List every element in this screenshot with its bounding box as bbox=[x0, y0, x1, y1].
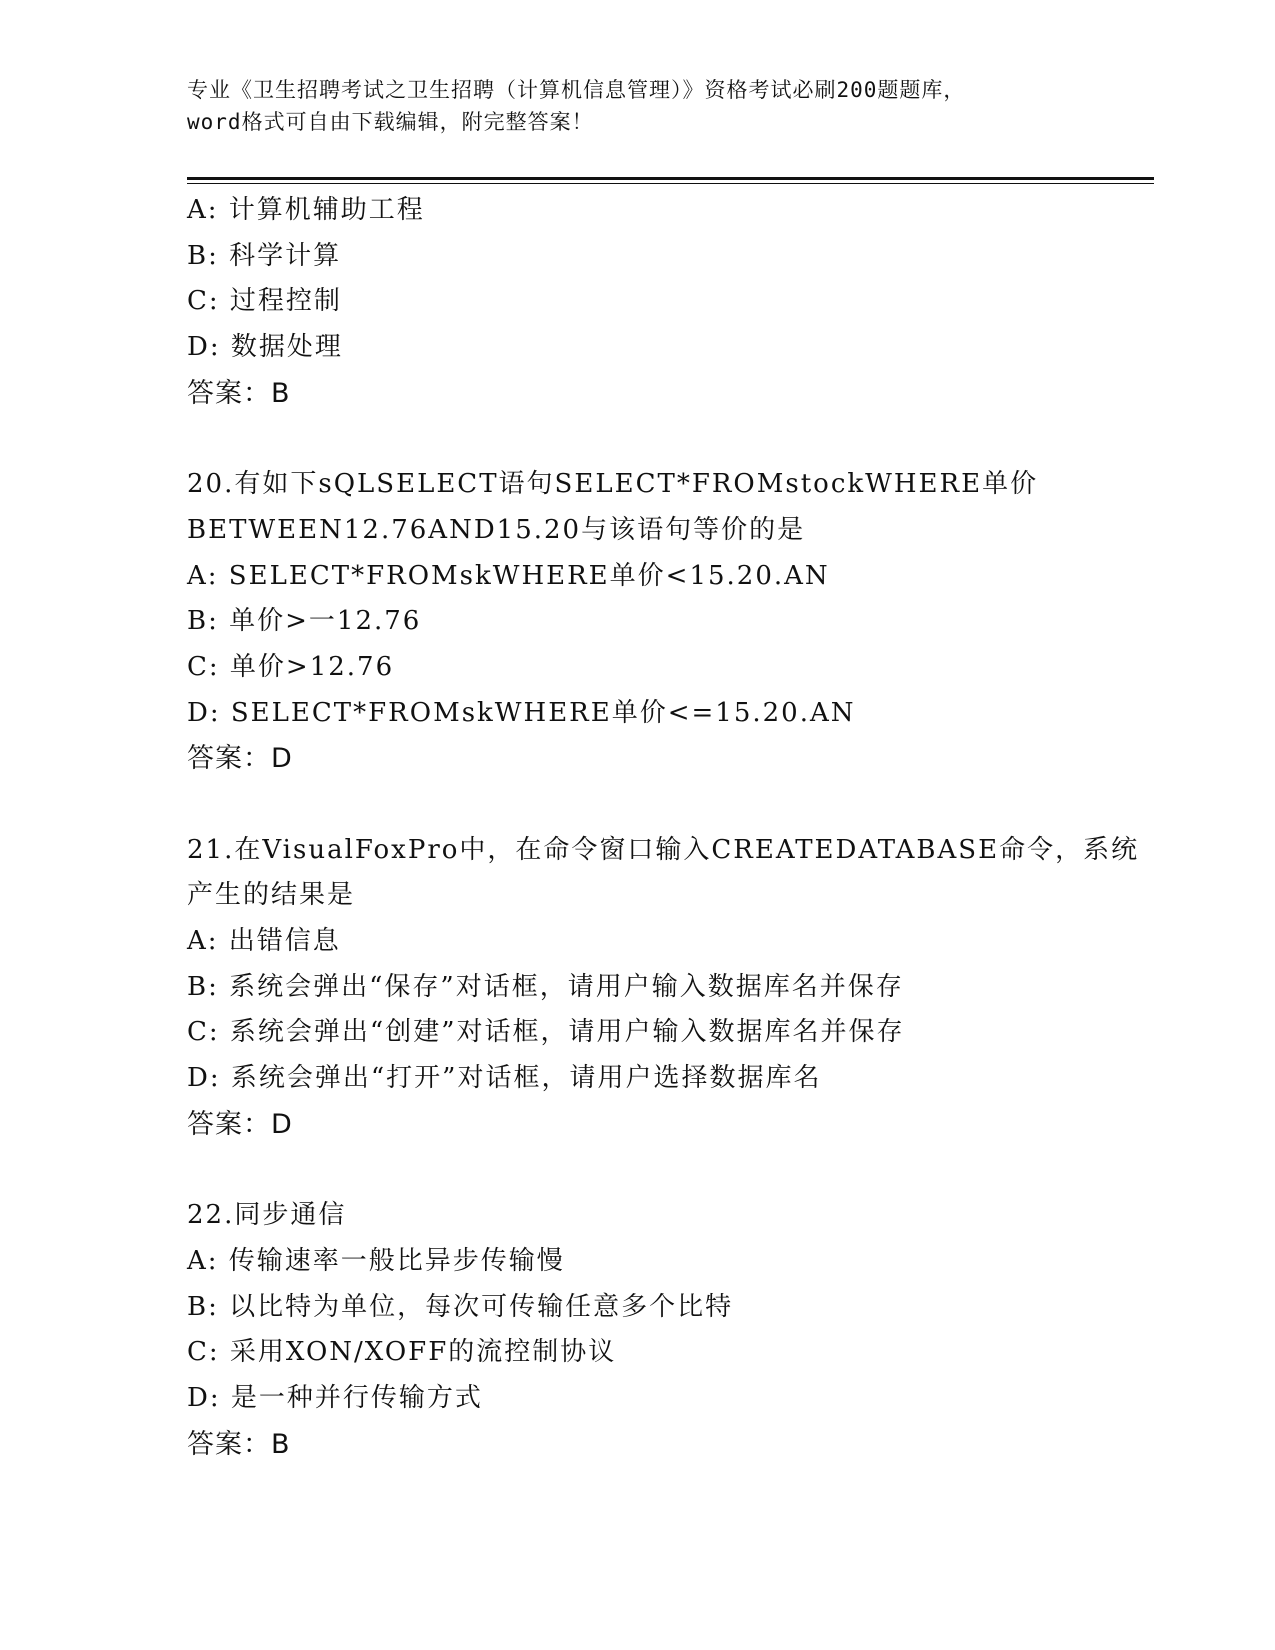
option-a: A: 传输速率一般比异步传输慢 bbox=[187, 1245, 565, 1276]
question-list bbox=[187, 188, 1147, 1467]
answer-line: 答案：B bbox=[187, 377, 291, 409]
option-b: B: 单价>一12.76 bbox=[187, 606, 422, 637]
question-fragment bbox=[187, 188, 1147, 416]
spacer bbox=[187, 1147, 1147, 1193]
question-stem-line: BETWEEN12.76AND15.20与该语句等价的是 bbox=[187, 514, 806, 545]
header-divider-thick bbox=[187, 177, 1154, 180]
option-a: A: SELECT*FROMskWHERE单价<15.20.AN bbox=[187, 560, 830, 591]
option-b: B: 科学计算 bbox=[187, 240, 342, 271]
header-divider-thin bbox=[187, 183, 1154, 184]
option-a: A: 计算机辅助工程 bbox=[187, 195, 425, 225]
header-line-2: word格式可自由下载编辑，附完整答案！ bbox=[187, 110, 594, 134]
question-21 bbox=[187, 828, 1147, 1148]
answer-line: 答案：D bbox=[187, 1108, 293, 1140]
question-stem-line: 21.在VisualFoxPro中，在命令窗口输入CREATEDATABASE命令，系统 bbox=[187, 834, 1140, 865]
option-d: D: 是一种并行传输方式 bbox=[187, 1382, 483, 1413]
spacer bbox=[187, 782, 1147, 828]
answer-line: 答案：D bbox=[187, 743, 293, 775]
option-b: B: 以比特为单位，每次可传输任意多个比特 bbox=[187, 1291, 734, 1322]
header-line-1: 专业《卫生招聘考试之卫生招聘（计算机信息管理）》资格考试必刷200题题库， bbox=[187, 78, 966, 102]
question-stem-line: 22.同步通信 bbox=[187, 1200, 347, 1231]
option-d: D: 系统会弹出“打开”对话框，请用户选择数据库名 bbox=[187, 1063, 822, 1094]
answer-line: 答案：B bbox=[187, 1428, 291, 1460]
option-d: D: SELECT*FROMskWHERE单价<=15.20.AN bbox=[187, 697, 856, 728]
option-d: D: 数据处理 bbox=[187, 332, 343, 363]
option-c: C: 采用XON/XOFF的流控制协议 bbox=[187, 1337, 617, 1368]
document-header bbox=[187, 74, 1087, 138]
question-stem-line: 20.有如下sQLSELECT语句SELECT*FROMstockWHERE单价 bbox=[187, 469, 1039, 500]
question-22 bbox=[187, 1193, 1147, 1467]
question-stem-line: 产生的结果是 bbox=[187, 880, 356, 911]
option-c: C: 单价>12.76 bbox=[187, 651, 395, 682]
option-b: B: 系统会弹出“保存”对话框，请用户输入数据库名并保存 bbox=[187, 971, 904, 1002]
spacer bbox=[187, 416, 1147, 462]
option-c: C: 过程控制 bbox=[187, 286, 342, 317]
question-20 bbox=[187, 462, 1147, 782]
option-a: A: 出错信息 bbox=[187, 926, 341, 956]
option-c: C: 系统会弹出“创建”对话框，请用户输入数据库名并保存 bbox=[187, 1017, 905, 1048]
